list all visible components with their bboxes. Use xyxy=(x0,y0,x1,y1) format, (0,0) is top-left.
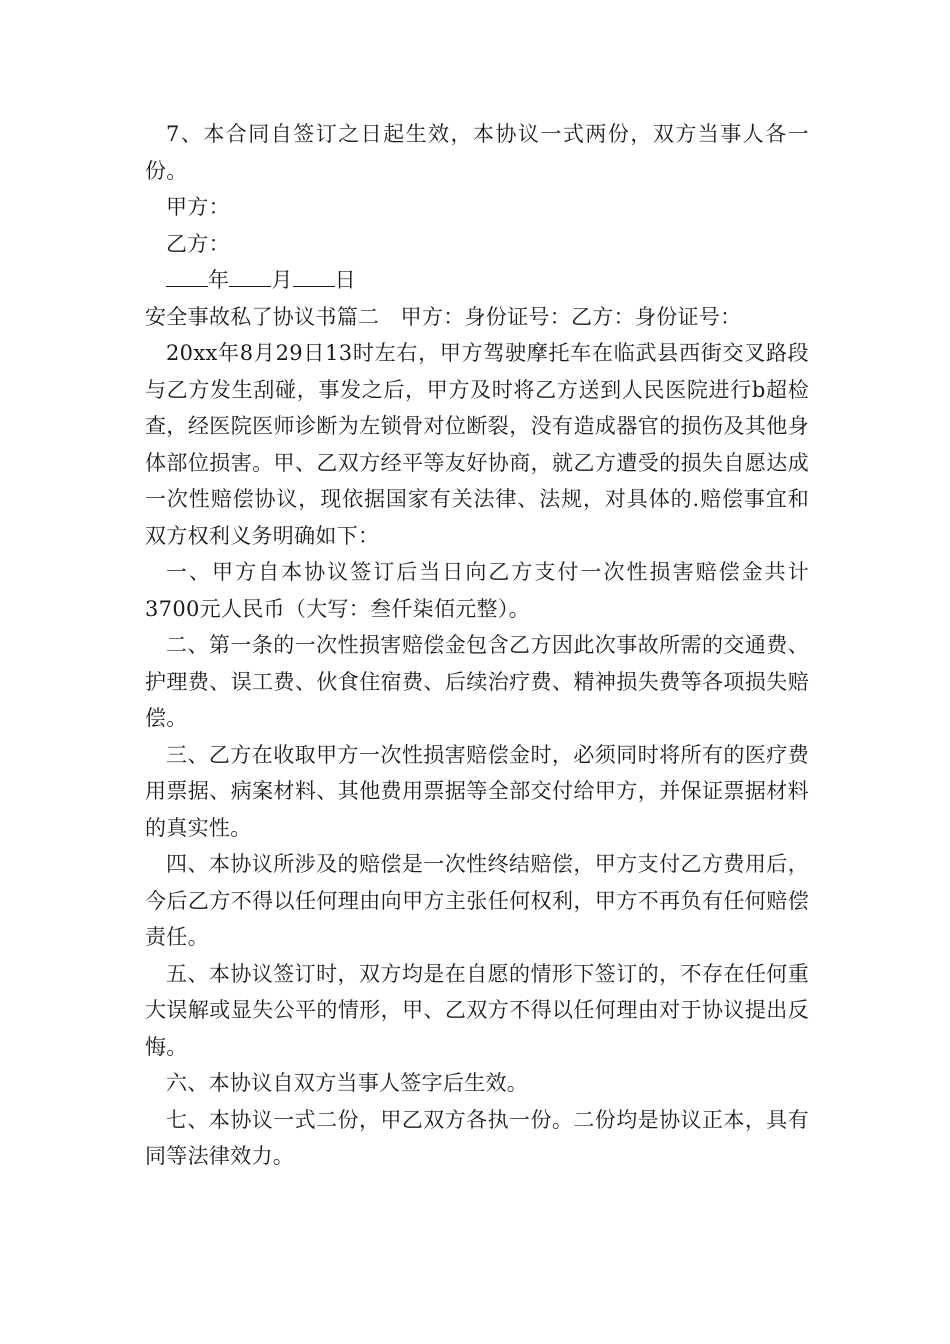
intro-paragraph: 20xx年8月29日13时左右，甲方驾驶摩托车在临武县西街交叉路段与乙方发生刮碰，事发之后，甲方及时将乙方送到人民医院进行b超检查，经医院医师诊断为左锁骨对位断裂，没有造成器官的损伤及其他身体部位损害。甲、乙双方经平等友好协商，就乙方遭受的损失自愿达成一次性赔偿协议，现依据国家有关法律、法规，对具体的.赔偿事宜和双方权利义务明确如下： xyxy=(145,341,809,548)
year-blank xyxy=(166,266,208,287)
party-b-label: 乙方： xyxy=(166,231,230,256)
item-7: 七、本协议一式二份，甲乙双方各执一份。二份均是协议正本，具有同等法律效力。 xyxy=(145,1107,809,1168)
section-2-heading: 安全事故私了协议书篇二 甲方：身份证号：乙方：身份证号： xyxy=(145,304,742,329)
item-6: 六、本协议自双方当事人签字后生效。 xyxy=(166,1071,529,1095)
day-blank xyxy=(293,266,335,287)
item-4: 四、本协议所涉及的赔偿是一次性终结赔偿，甲方支付乙方费用后，今后乙方不得以任何理由向甲方主张任何权利，甲方不再负有任何赔偿责任。 xyxy=(145,852,809,949)
date-line xyxy=(145,262,809,299)
item-3: 三、乙方在收取甲方一次性损害赔偿金时，必须同时将所有的医疗费用票据、病案材料、其他费用票据等全部交付给甲方，并保证票据材料的真实性。 xyxy=(145,742,809,840)
document-body xyxy=(145,116,809,1175)
clause-7: 7、本合同自签订之日起生效，本协议一式两份，双方当事人各一份。 xyxy=(145,122,809,183)
item-2: 二、第一条的一次性损害赔偿金包含乙方因此次事故所需的交通费、护理费、误工费、伙食住宿费、后续治疗费、精神损失费等各项损失赔偿。 xyxy=(145,633,809,730)
item-5: 五、本协议签订时，双方均是在自愿的情形下签订的，不存在任何重大误解或显失公平的情形，甲、乙双方不得以任何理由对于协议提出反悔。 xyxy=(145,961,809,1059)
item-1: 一、甲方自本协议签订后当日向乙方支付一次性损害赔偿金共计3700元人民币（大写：叁仟柒佰元整）。 xyxy=(145,560,809,621)
month-blank xyxy=(229,266,271,287)
month-label: 月 xyxy=(271,268,293,292)
party-a-label: 甲方： xyxy=(166,195,230,219)
day-label: 日 xyxy=(334,268,356,292)
year-label: 年 xyxy=(208,268,230,292)
